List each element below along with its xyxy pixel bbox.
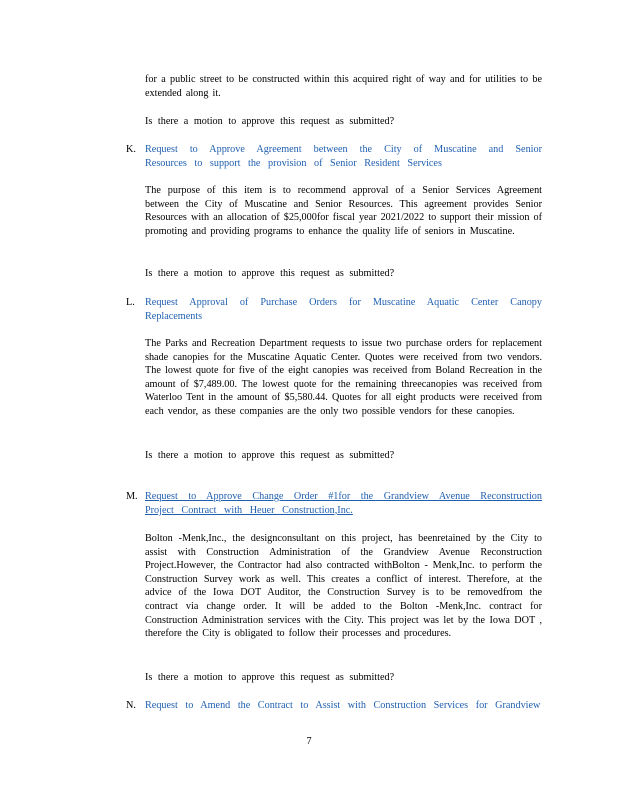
item-title[interactable]: Request Approval of Purchase Orders for Muscatine Aquatic Center Canopy Replacements — [145, 297, 542, 322]
motion-question-2: Is there a motion to approve this request as submitted? — [145, 268, 395, 279]
item-letter: K. — [126, 144, 136, 155]
item-k-body: The purpose of this item is to recommend approval of a Senior Services Agreement between the City of Muscatine and Senior Resources. This agreement provides Senior Resources with an allocation of $25,000for fiscal year 2021/2022 to support their mission of promoting and providing programs to enhance the quality life of seniors in Muscatine. — [145, 185, 542, 237]
item-title-link[interactable]: Request to Approve Change Order #1for the Grandview Avenue Reconstruction Project Contract with Heuer Construction,Inc. — [145, 491, 542, 516]
page-number: 7 — [306, 736, 312, 747]
item-title[interactable]: Request to Approve Agreement between the City of Muscatine and Senior Resources to support the provision of Senior Resident Services — [145, 144, 542, 169]
item-letter: M. — [126, 491, 138, 502]
motion-question-1: Is there a motion to approve this request as submitted? — [145, 116, 395, 127]
item-title[interactable]: Request to Amend the Contract to Assist with Construction Services for Grandview — [145, 700, 541, 711]
motion-question-3: Is there a motion to approve this request as submitted? — [145, 450, 395, 461]
item-letter: L. — [126, 297, 135, 308]
item-l-body: The Parks and Recreation Department requests to issue two purchase orders for replacement shade canopies for the Muscatine Aquatic Center. Quotes were received from two vendors. The lowest quote for five of the eight canopies was received from Boland Recreation in the amount of $7,489.00. The lowest quote for the remaining threecanopies was received from Waterloo Tent in the amount of $5,580.44. Quotes for all eight products were received from each vendor, as these companies are the only two possible vendors for these canopies. — [145, 338, 542, 417]
intro-paragraph: for a public street to be constructed within this acquired right of way and for utilities to be extended along it. — [145, 74, 542, 99]
motion-question-4: Is there a motion to approve this request as submitted? — [145, 672, 395, 683]
item-m-body: Bolton -Menk,Inc., the designconsultant on this project, has beenretained by the City to assist with Construction Administration of the Grandview Avenue Reconstruction Project.However, the Contractor had also contracted withBolton - Menk,Inc. to perform the Construction Survey work as well. This creates a conflict of interest. Therefore, at the advice of the Iowa DOT Auditor, the Construction Survey is to be removedfrom the contract via change order. It will be added to the Bolton -Menk,Inc. contract for Construction Administration services with the City. This project was let by the Iowa DOT , therefore the City is obligated to follow their processes and procedures. — [145, 533, 542, 640]
item-letter: N. — [126, 700, 136, 711]
